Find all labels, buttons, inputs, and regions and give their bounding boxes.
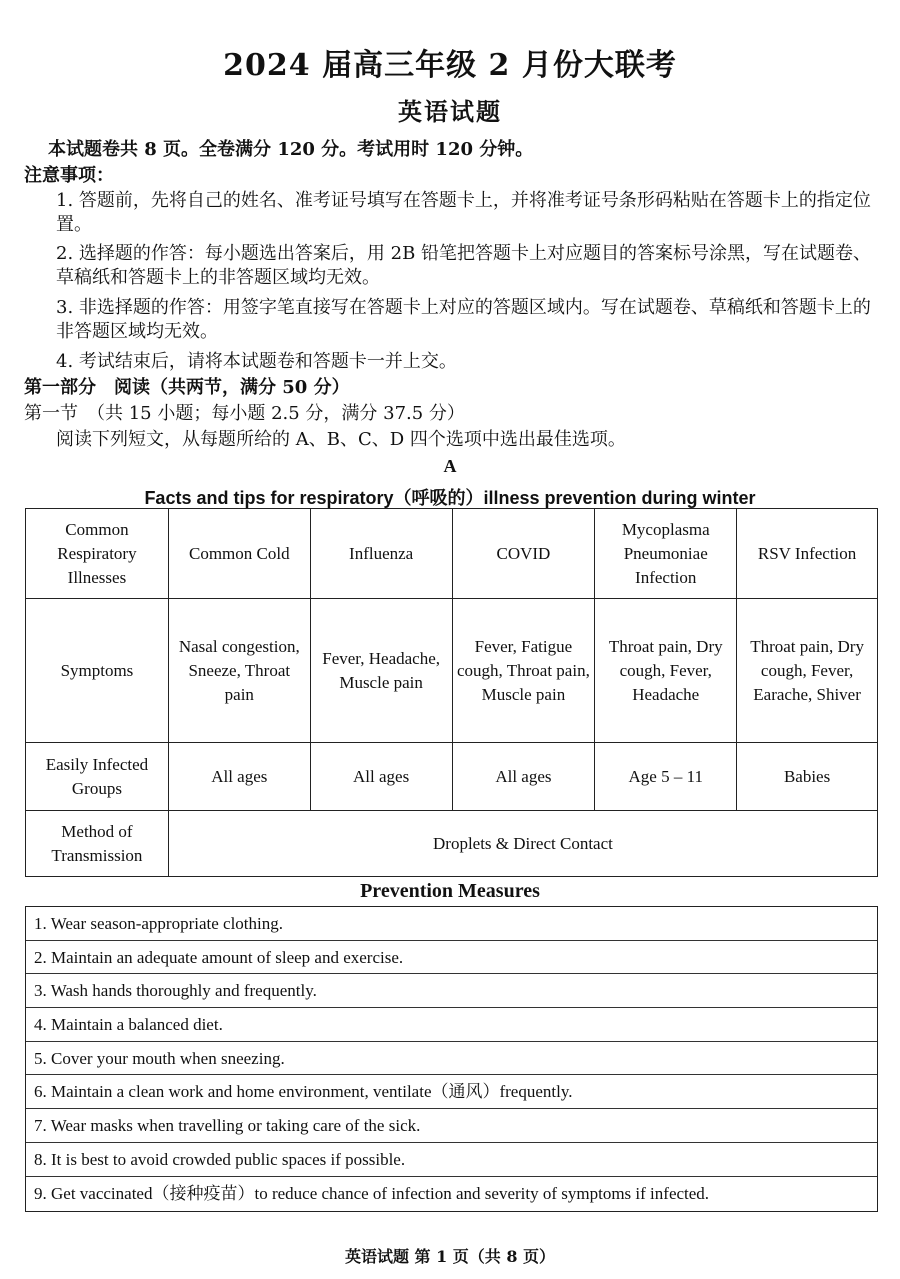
- list-item: 2. Maintain an adequate amount of sleep and exercise.: [26, 941, 877, 975]
- prevention-title: Prevention Measures: [360, 880, 540, 902]
- reading-instruction: 阅读下列短文，从每题所给的 A、B、C、D 四个选项中选出最佳选项。: [56, 429, 626, 450]
- note-item: 2. 选择题的作答：每小题选出答案后，用 2B 铅笔把答题卡上对应题目的答案标号涂黑，写在试题卷、草稿纸和答题卡上的非答题区域均无效。: [56, 243, 872, 288]
- list-item: 4. Maintain a balanced diet.: [26, 1008, 877, 1042]
- table-cell: Throat pain, Dry cough, Fever, Headache: [595, 599, 737, 743]
- table-row: [26, 599, 878, 743]
- table-cell: Fever, Fatigue cough, Throat pain, Muscle pain: [452, 599, 595, 743]
- prevention-list: [25, 906, 878, 1212]
- table-cell: Fever, Headache, Muscle pain: [310, 599, 452, 743]
- row-label: Symptoms: [26, 599, 169, 743]
- list-item: 5. Cover your mouth when sneezing.: [26, 1042, 877, 1076]
- part-heading: 第一部分 阅读（共两节，满分 50 分）: [24, 377, 350, 398]
- table-header-cell: RSV Infection: [737, 509, 878, 599]
- table-header-row: [26, 509, 878, 599]
- exam-title: 2024 届高三年级 2 月份大联考: [223, 48, 677, 83]
- note-item: 1. 答题前，先将自己的姓名、准考证号填写在答题卡上，并将准考证号条形码粘贴在答题卡上的指定位置。: [56, 190, 871, 235]
- list-item: 6. Maintain a clean work and home environment, ventilate（通风）frequently.: [26, 1075, 877, 1109]
- table-cell: Throat pain, Dry cough, Fever, Earache, Shiver: [737, 599, 878, 743]
- note-item: 4. 考试结束后，请将本试题卷和答题卡一并上交。: [56, 351, 457, 372]
- row-label: Easily Infected Groups: [26, 743, 169, 811]
- section-heading: 第一节 （共 15 小题；每小题 2.5 分，满分 37.5 分）: [24, 403, 465, 424]
- passage-label: A: [443, 456, 457, 476]
- list-item: 1. Wear season-appropriate clothing.: [26, 907, 877, 941]
- table-cell: All ages: [310, 743, 452, 811]
- notes-heading: 注意事项：: [24, 165, 114, 186]
- table-header-cell: Common Respiratory Illnesses: [26, 509, 169, 599]
- table-title: Facts and tips for respiratory（呼吸的）illness prevention during winter: [144, 488, 756, 508]
- table-cell: Age 5 – 11: [595, 743, 737, 811]
- table-header-cell: Mycoplasma Pneumoniae Infection: [595, 509, 737, 599]
- table-cell: All ages: [168, 743, 310, 811]
- note-item: 3. 非选择题的作答：用签字笔直接写在答题卡上对应的答题区域内。写在试题卷、草稿纸和答题卡上的非答题区域均无效。: [56, 297, 871, 342]
- list-item: 8. It is best to avoid crowded public spaces if possible.: [26, 1143, 877, 1177]
- list-item: 7. Wear masks when travelling or taking care of the sick.: [26, 1109, 877, 1143]
- table-cell: Nasal congestion, Sneeze, Throat pain: [168, 599, 310, 743]
- row-label: Method of Transmission: [26, 811, 169, 877]
- list-item: 9. Get vaccinated（接种疫苗）to reduce chance of infection and severity of symptoms if infected.: [34, 1183, 710, 1203]
- table-cell: Droplets & Direct Contact: [168, 811, 877, 877]
- illness-table: [25, 508, 878, 877]
- table-header-cell: Influenza: [310, 509, 452, 599]
- table-header-cell: COVID: [452, 509, 595, 599]
- table-row: [26, 811, 878, 877]
- page-footer: 英语试题 第 1 页（共 8 页）: [344, 1247, 556, 1266]
- exam-subtitle: 英语试题: [398, 97, 502, 126]
- exam-intro: 本试题卷共 8 页。全卷满分 120 分。考试用时 120 分钟。: [48, 139, 534, 160]
- table-row: [26, 743, 878, 811]
- table-cell: All ages: [452, 743, 595, 811]
- table-cell: Babies: [737, 743, 878, 811]
- list-item: 3. Wash hands thoroughly and frequently.: [26, 974, 877, 1008]
- table-header-cell: Common Cold: [168, 509, 310, 599]
